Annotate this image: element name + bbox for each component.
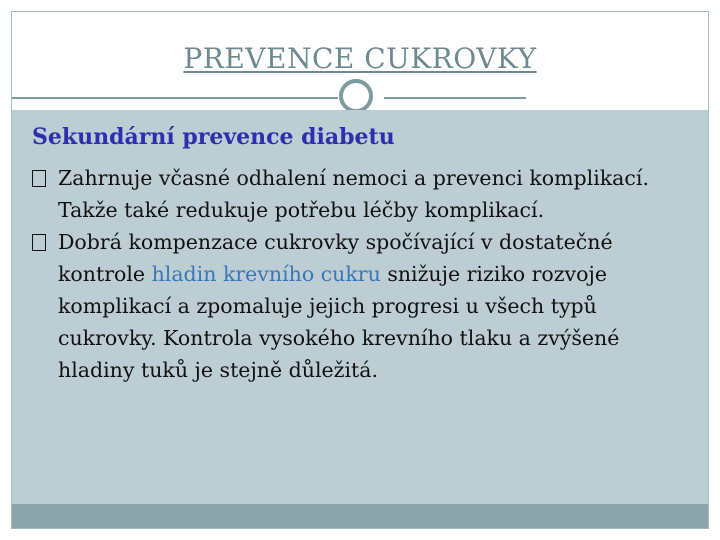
- bullet-text: Zahrnuje včasné odhalení nemoci a prevenci komplikací. Takže také redukuje potřebu léčby komplikací.: [58, 166, 649, 222]
- bullet-item: [32, 162, 692, 226]
- highlighted-text: hladin krevního cukru: [151, 262, 381, 286]
- content-area: [12, 110, 708, 504]
- bullet-item: [32, 226, 692, 386]
- bullet-text-after: snižuje riziko rozvoje komplikací a zpomaluje jejich progresi u všech typů cukrovky. Kontrola vysokého krevního tlaku a zvýšené hladiny tuků je stejně důležitá.: [58, 262, 620, 382]
- section-heading: Sekundární prevence diabetu: [32, 124, 395, 150]
- bullet-text-before: Dobrá kompenzace cukrovky spočívající v dostatečné kontrole: [58, 230, 613, 286]
- slide-title: PREVENCE CUKROVKY: [183, 42, 537, 75]
- square-bullet-icon: [32, 234, 46, 251]
- footer-bar: [12, 504, 708, 528]
- square-bullet-icon: [32, 170, 46, 187]
- divider-line-right: [384, 97, 526, 99]
- bullet-list: [32, 162, 692, 386]
- divider-line-left: [12, 97, 338, 99]
- circle-icon: [339, 79, 373, 113]
